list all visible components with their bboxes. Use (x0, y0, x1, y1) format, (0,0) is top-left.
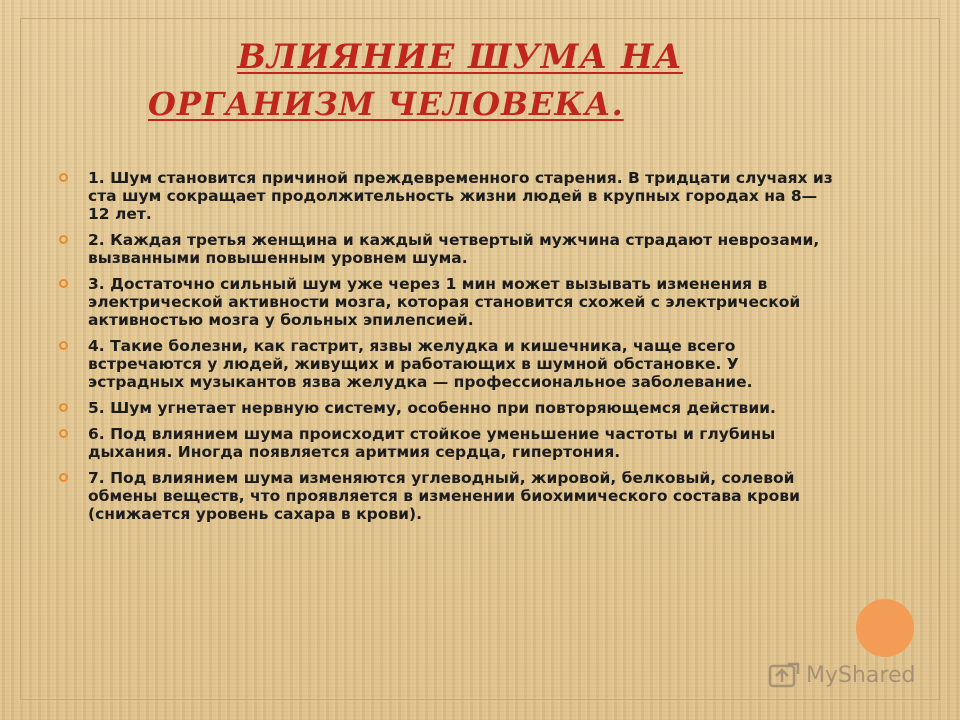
list-item-text: 6. Под влиянием шума происходит стойкое уменьшение частоты и глубины дыхания. Иногда появляется аритмия сердца, гипертония. (88, 424, 776, 461)
myshared-watermark[interactable] (768, 658, 915, 692)
list-item (58, 338, 838, 392)
list-item-text: 7. Под влиянием шума изменяются углеводный, жировой, белковый, солевой обмены веществ, что проявляется в изменении биохимического состава крови (снижается уровень сахара в крови). (88, 468, 800, 523)
myshared-logo-icon (768, 660, 800, 690)
list-item (58, 470, 838, 524)
title-line-1: ВЛИЯНИЕ ШУМА НА (237, 37, 683, 77)
title-line-2: ОРГАНИЗМ ЧЕЛОВЕКА. (148, 84, 624, 123)
list-item (58, 400, 838, 418)
watermark-text: MyShared (806, 662, 916, 688)
list-item (58, 170, 838, 224)
list-item (58, 276, 838, 330)
list-item-text: 5. Шум угнетает нервную систему, особенно при повторяющемся действии. (88, 398, 776, 417)
bullet-icon (59, 341, 68, 350)
list-item (58, 232, 838, 268)
list-item (58, 426, 838, 462)
list-item-text: 1. Шум становится причиной преждевременного старения. В тридцати случаях из ста шум сокращает продолжительность жизни людей в крупных городах на 8— 12 лет. (88, 169, 833, 223)
slide-title (120, 34, 760, 126)
bullet-icon (59, 173, 68, 182)
list-item-text: 4. Такие болезни, как гастрит, язвы желудка и кишечника, чаще всего встречаются у людей, живущих и работающих в шумной обстановке. У эстрадных музыкантов язва желудка — профессиональное заболевание. (88, 336, 753, 391)
effects-list (58, 170, 838, 531)
list-item-text: 3. Достаточно сильный шум уже через 1 мин может вызывать изменения в электрической активности мозга, которая становится схожей с электрической активностью мозга у больных эпилепсией. (88, 274, 801, 329)
list-item-text: 2. Каждая третья женщина и каждый четвертый мужчина страдают неврозами, вызванными повышенным уровнем шума. (88, 230, 820, 267)
bullet-icon (59, 279, 68, 288)
decorative-circle (856, 599, 914, 657)
bullet-icon (59, 403, 68, 412)
bullet-icon (59, 235, 68, 244)
bullet-icon (59, 429, 68, 438)
bullet-icon (59, 473, 68, 482)
